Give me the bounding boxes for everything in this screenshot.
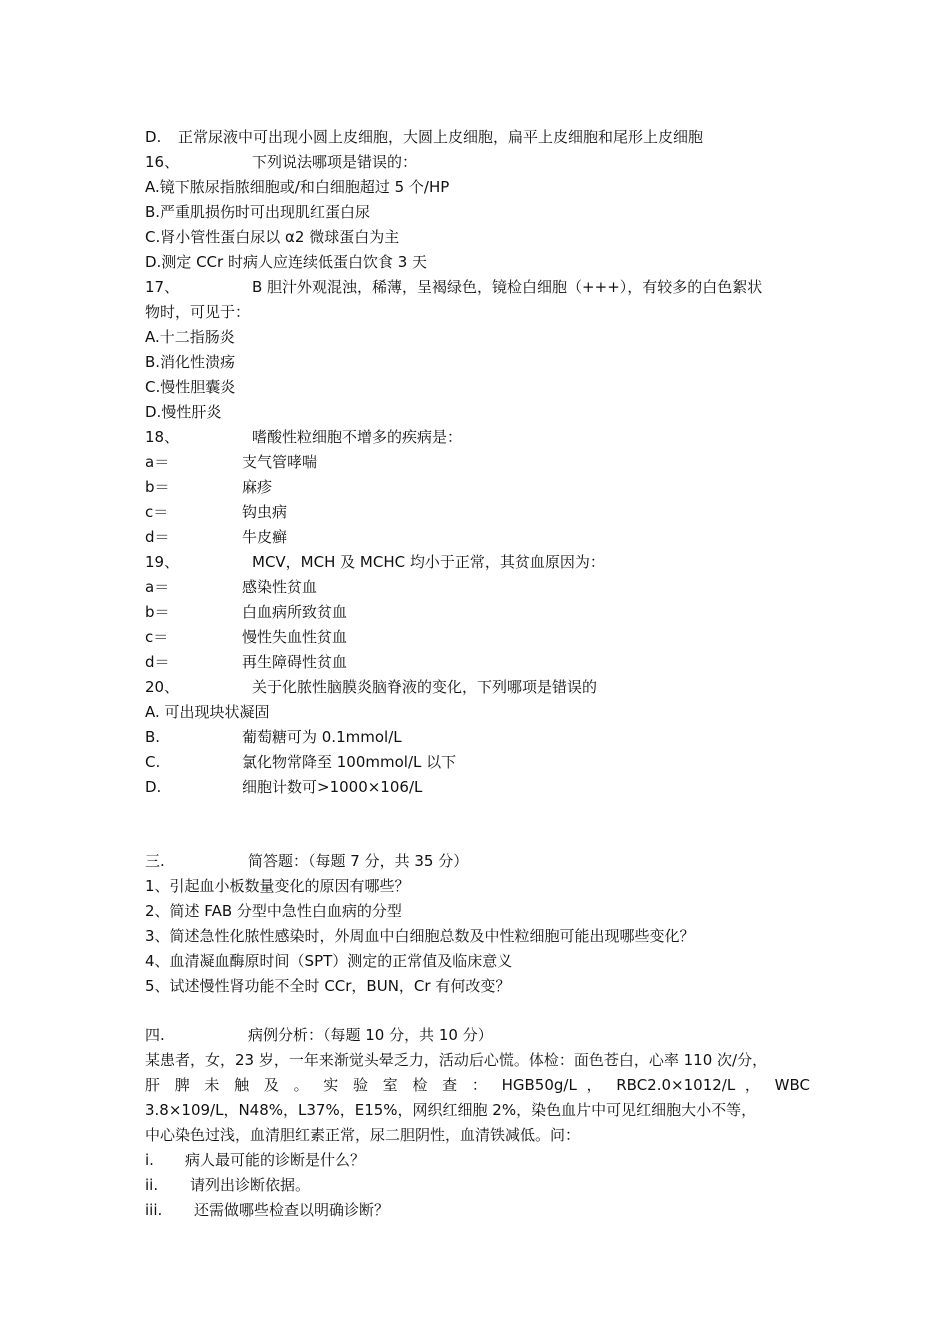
option-text: 再生障碍性贫血 [242, 653, 348, 671]
option-text: 支气管哮喘 [242, 453, 318, 471]
section-spacer [145, 999, 810, 1023]
option-text: 葡萄糖可为 0.1mmol/L [242, 728, 402, 746]
q19-option-d [145, 650, 810, 675]
option-label: a＝ [145, 453, 170, 471]
question-number: 19、 [145, 553, 180, 571]
q19-stem [145, 550, 810, 575]
option-label: C. [145, 753, 161, 771]
case-text-line-3: 3.8×109/L，N48%，L37%，E15%，网织红细胞 2%，染色血片中可见红细胞大小不等， [145, 1101, 757, 1119]
question-text: 还需做哪些检查以明确诊断？ [194, 1201, 390, 1219]
section-title: 病例分析：（每题 10 分，共 10 分） [248, 1026, 493, 1044]
case-text-line-2: 肝 脾 未 触 及 。 实 验 室 检 查 ： HGB50g/L ， RBC2.0×1012/L ， WBC [145, 1076, 810, 1094]
q18-option-d [145, 525, 810, 550]
q17-option-b: B.消化性溃疡 [145, 353, 236, 371]
question-text: 关于化脓性脑膜炎脑脊液的变化，下列哪项是错误的 [252, 678, 598, 696]
question-number: 17、 [145, 278, 180, 296]
q18-stem [145, 425, 810, 450]
q20-option-c [145, 750, 810, 775]
q20-option-a: A. 可出现块状凝固 [145, 703, 270, 721]
q17-option-c: C.慢性胆囊炎 [145, 378, 236, 396]
option-label: d＝ [145, 528, 170, 546]
q16-stem [145, 150, 810, 175]
option-label: D. [145, 778, 162, 796]
section3-item-5: 5、试述慢性肾功能不全时 CCr，BUN，Cr 有何改变？ [145, 977, 511, 995]
option-label: d＝ [145, 653, 170, 671]
case-question-1 [145, 1148, 810, 1173]
question-text: 病人最可能的诊断是什么？ [185, 1151, 366, 1169]
q17-option-a: A.十二指肠炎 [145, 328, 235, 346]
q19-option-a [145, 575, 810, 600]
question-label: i. [145, 1151, 154, 1169]
section4-heading [145, 1023, 810, 1048]
section3-item-1: 1、引起血小板数量变化的原因有哪些？ [145, 877, 410, 895]
option-label: b＝ [145, 603, 170, 621]
document-body [145, 125, 810, 1223]
section3-item-4: 4、血清凝血酶原时间（SPT）测定的正常值及临床意义 [145, 952, 513, 970]
question-number: 16、 [145, 153, 180, 171]
q15-option-d [145, 125, 810, 150]
case-question-3 [145, 1198, 810, 1223]
option-text: 白血病所致贫血 [242, 603, 348, 621]
q20-stem [145, 675, 810, 700]
section-number: 四. [145, 1026, 165, 1044]
option-label: c＝ [145, 628, 169, 646]
option-text: 牛皮癣 [242, 528, 288, 546]
q20-option-d [145, 775, 810, 800]
question-text: B 胆汁外观混浊，稀薄，呈褐绿色，镜检白细胞（+++），有较多的白色絮状 [252, 278, 763, 296]
question-text: 嗜酸性粒细胞不增多的疾病是： [252, 428, 463, 446]
option-text: 麻疹 [242, 478, 273, 496]
option-label: B. [145, 728, 161, 746]
option-text: 正常尿液中可出现小圆上皮细胞，大圆上皮细胞，扁平上皮细胞和尾形上皮细胞 [178, 128, 704, 146]
section3-heading [145, 849, 810, 874]
question-number: 18、 [145, 428, 180, 446]
q17-option-d: D.慢性肝炎 [145, 403, 222, 421]
question-label: ii. [145, 1176, 159, 1194]
option-text: 氯化物常降至 100mmol/L 以下 [242, 753, 457, 771]
q19-option-b [145, 600, 810, 625]
case-text-line-1: 某患者，女，23 岁，一年来渐觉头晕乏力，活动后心慌。体检：面色苍白，心率 110 次/分， [145, 1051, 768, 1069]
option-text: 感染性贫血 [242, 578, 318, 596]
option-label: a＝ [145, 578, 170, 596]
q16-option-b: B.严重肌损伤时可出现肌红蛋白尿 [145, 203, 371, 221]
question-text: MCV，MCH 及 MCHC 均小于正常，其贫血原因为： [252, 553, 605, 571]
section3-item-2: 2、简述 FAB 分型中急性白血病的分型 [145, 902, 402, 920]
q19-option-c [145, 625, 810, 650]
q20-option-b [145, 725, 810, 750]
question-text: 请列出诊断依据。 [190, 1176, 311, 1194]
option-text: 细胞计数可>1000×106/L [242, 778, 423, 796]
q18-option-c [145, 500, 810, 525]
question-text: 下列说法哪项是错误的： [252, 153, 418, 171]
section-title: 简答题：（每题 7 分，共 35 分） [248, 852, 469, 870]
question-label: iii. [145, 1201, 163, 1219]
q18-option-b [145, 475, 810, 500]
q16-option-d: D.测定 CCr 时病人应连续低蛋白饮食 3 天 [145, 253, 428, 271]
q17-stem-continued: 物时，可见于： [145, 303, 251, 321]
option-label: b＝ [145, 478, 170, 496]
case-question-2 [145, 1173, 810, 1198]
q16-option-a: A.镜下脓尿指脓细胞或/和白细胞超过 5 个/HP [145, 178, 450, 196]
case-text-line-4: 中心染色过浅，血清胆红素正常，尿二胆阴性，血清铁减低。问： [145, 1126, 581, 1144]
q17-stem [145, 275, 810, 300]
option-label: D. [145, 128, 162, 146]
section-number: 三. [145, 852, 165, 870]
q16-option-c: C.肾小管性蛋白尿以 α2 微球蛋白为主 [145, 228, 400, 246]
option-label: c＝ [145, 503, 169, 521]
option-text: 慢性失血性贫血 [242, 628, 348, 646]
option-text: 钩虫病 [242, 503, 288, 521]
section3-item-3: 3、简述急性化脓性感染时，外周血中白细胞总数及中性粒细胞可能出现哪些变化？ [145, 927, 695, 945]
section-spacer [145, 800, 810, 849]
q18-option-a [145, 450, 810, 475]
question-number: 20、 [145, 678, 180, 696]
